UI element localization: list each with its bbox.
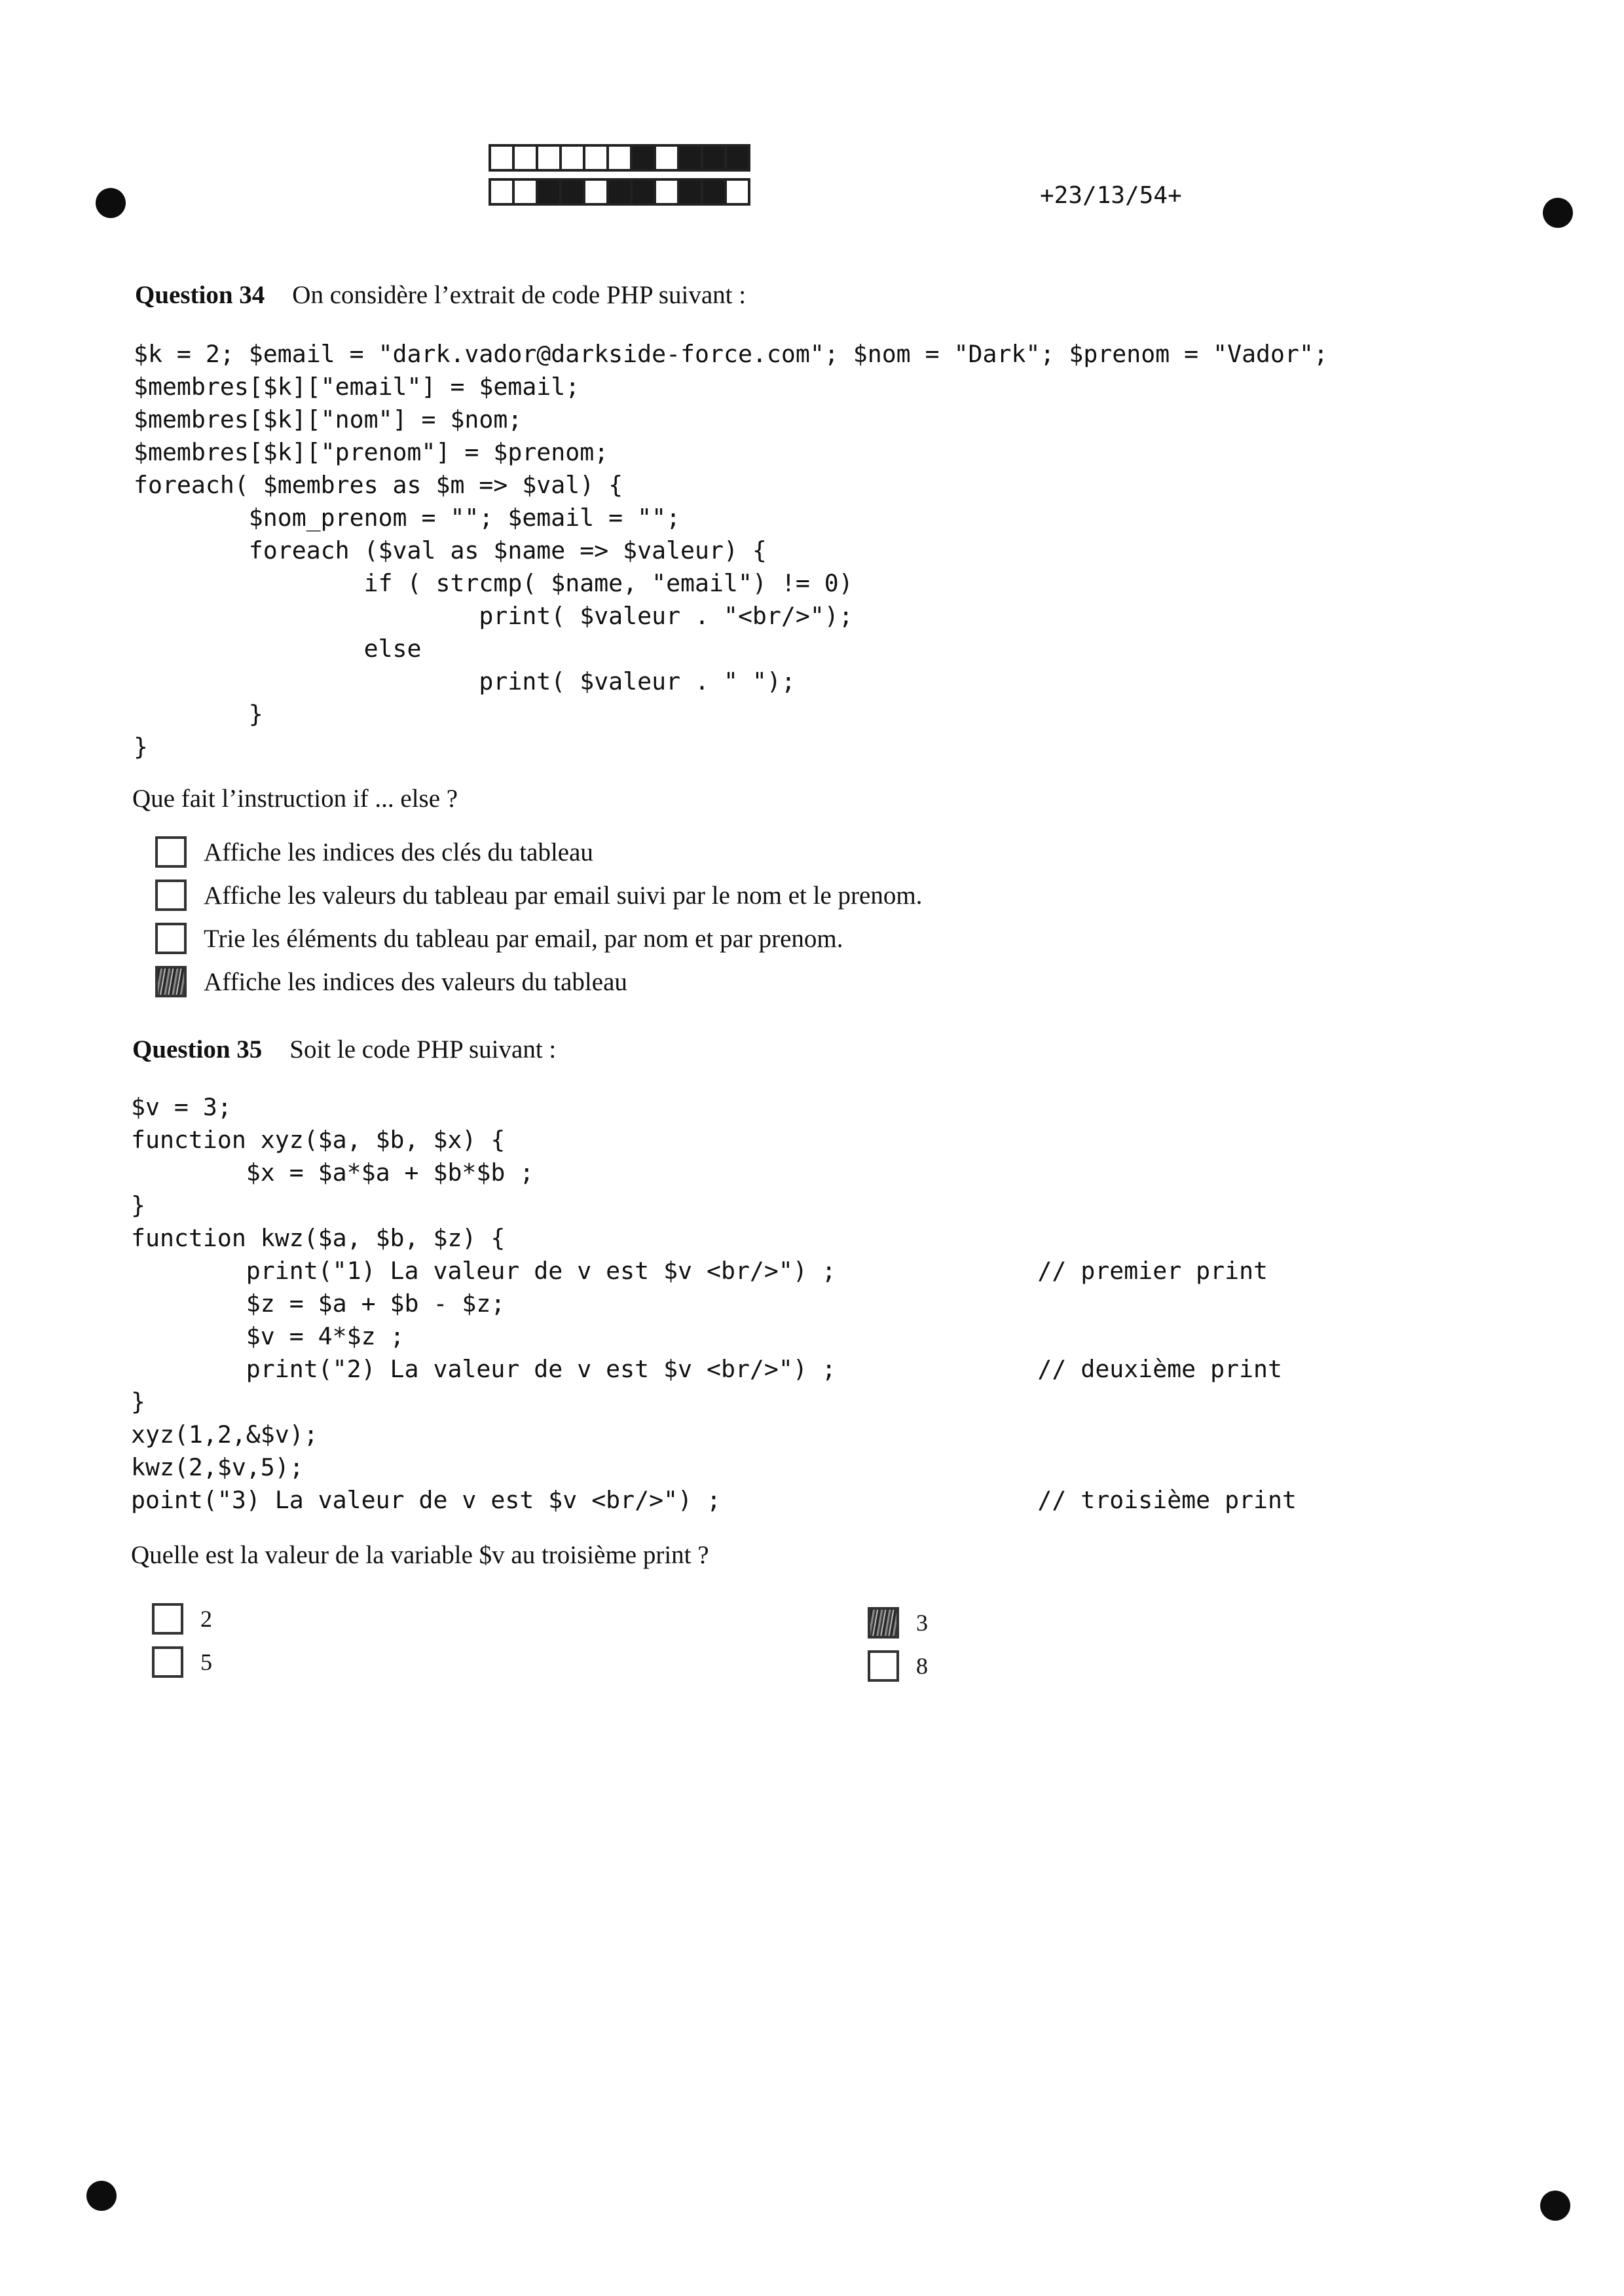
question-title: On considère l’extrait de code PHP suivant : — [292, 281, 747, 309]
answer-label: Affiche les indices des valeurs du tableau — [204, 967, 627, 996]
answer-choice[interactable] — [155, 966, 627, 997]
barcode-cell — [512, 178, 538, 206]
barcode-row-2 — [489, 178, 748, 206]
barcode-cell — [677, 144, 703, 172]
question-35-prompt: Quelle est la valeur de la variable $v au troisième print ? — [131, 1541, 709, 1569]
answer-label: Trie les éléments du tableau par email, par nom et par prenom. — [204, 924, 843, 953]
barcode-row-1 — [489, 144, 748, 172]
barcode-cell — [489, 144, 515, 172]
answer-checkbox[interactable] — [152, 1646, 183, 1678]
registration-mark-bottom-left — [86, 2181, 117, 2211]
question-number: Question 34 — [135, 281, 265, 309]
answer-label: Affiche les indices des clés du tableau — [204, 838, 593, 866]
barcode-cell — [630, 144, 656, 172]
answer-choice[interactable] — [155, 836, 593, 868]
barcode-cell — [654, 178, 680, 206]
barcode-cell — [654, 144, 680, 172]
question-title: Soit le code PHP suivant : — [289, 1035, 557, 1064]
answer-choice[interactable] — [152, 1603, 212, 1635]
answer-label: 3 — [916, 1610, 928, 1636]
barcode-cell — [677, 178, 703, 206]
answer-choice[interactable] — [868, 1607, 928, 1639]
answer-label: Affiche les valeurs du tableau par email suivi par le nom et le prenom. — [204, 881, 923, 910]
barcode-cell — [559, 144, 585, 172]
answer-choice[interactable] — [155, 923, 843, 954]
answer-choice[interactable] — [152, 1646, 212, 1678]
barcode-cell — [536, 178, 562, 206]
registration-mark-top-left — [96, 188, 126, 218]
answer-checkbox[interactable] — [155, 966, 187, 997]
barcode-cell — [536, 144, 562, 172]
registration-mark-top-right — [1543, 198, 1573, 228]
barcode-cell — [630, 178, 656, 206]
answer-checkbox[interactable] — [155, 923, 187, 954]
barcode-cell — [724, 144, 750, 172]
question-35-code: $v = 3; function xyz($a, $b, $x) { $x = $a*$a + $b*$b ; } function kwz($a, $b, $z) { print("1) La valeur de v est $v <br/>") ; // premier print $z = $a + $b - $z; $v = 4*$z ; print("2) La valeur de v est $v <br/>") ; // deuxième print } xyz(1,2,&$v); kwz(2,$v,5); point("3) La valeur de v est $v <br/>") ; // troisième print — [131, 1093, 1297, 1514]
barcode-cell — [583, 178, 609, 206]
barcode-cell — [489, 178, 515, 206]
barcode-cell — [701, 144, 727, 172]
answer-choice[interactable] — [868, 1650, 928, 1682]
question-34-code: $k = 2; $email = "dark.vador@darkside-force.com"; $nom = "Dark"; $prenom = "Vador"; $membres[$k]["email"] = $email; $membres[$k]["nom"] = $nom; $membres[$k]["prenom"] = $prenom; foreach( $membres as $m => $val) { $nom_prenom = ""; $email = ""; foreach ($val as $name => $valeur) { if ( strcmp( $name, "email") != 0) print( $valeur . "<br/>"); else print( $valeur . " "); } } — [134, 340, 1328, 761]
answer-checkbox[interactable] — [868, 1607, 899, 1639]
question-34-prompt: Que fait l’instruction if ... else ? — [132, 785, 458, 813]
answer-label: 8 — [916, 1653, 928, 1679]
barcode-cell — [724, 178, 750, 206]
page-id-code: +23/13/54+ — [1040, 182, 1182, 209]
answer-checkbox[interactable] — [868, 1650, 899, 1682]
question-34-header — [135, 280, 746, 310]
answer-checkbox[interactable] — [152, 1603, 183, 1635]
barcode-cell — [583, 144, 609, 172]
answer-label: 5 — [200, 1649, 212, 1675]
barcode-cell — [559, 178, 585, 206]
barcode-cell — [512, 144, 538, 172]
answer-checkbox[interactable] — [155, 836, 187, 868]
barcode-cell — [606, 178, 633, 206]
registration-mark-bottom-right — [1540, 2191, 1570, 2221]
question-number: Question 35 — [132, 1035, 263, 1064]
barcode-cell — [701, 178, 727, 206]
answer-checkbox[interactable] — [155, 880, 187, 911]
answer-choice[interactable] — [155, 880, 922, 911]
answer-label: 2 — [200, 1606, 212, 1632]
barcode-cell — [606, 144, 633, 172]
question-35-header — [132, 1035, 556, 1064]
